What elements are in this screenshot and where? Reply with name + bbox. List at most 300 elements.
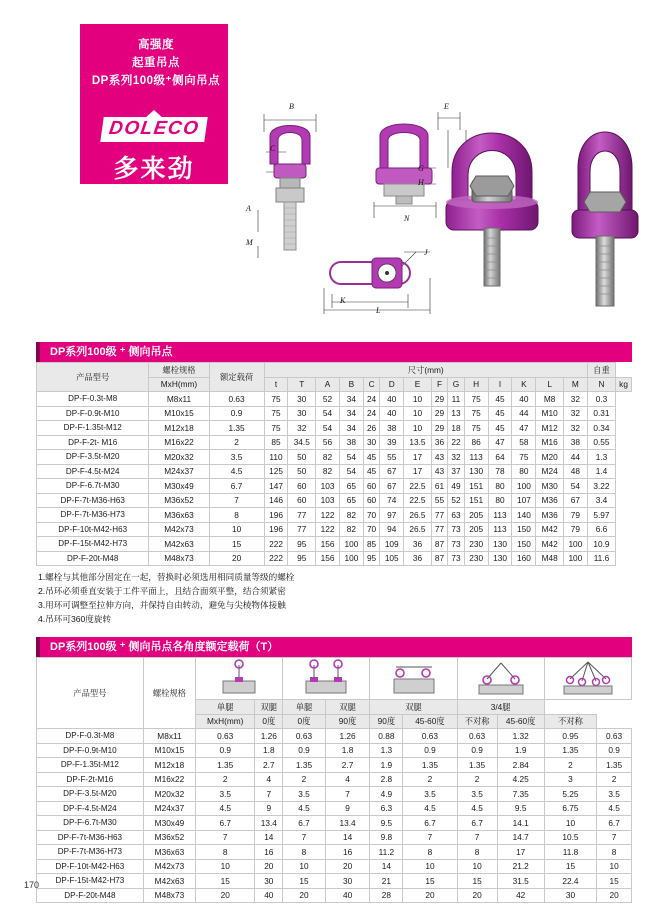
table-cell: 140 [512,508,536,523]
table-cell: 21 [370,874,403,889]
table-cell: 1.35 [283,758,325,773]
table-cell: 75 [264,392,288,407]
table-cell: 75 [464,392,488,407]
table-cell: 15 [457,874,497,889]
table-cell: 4.5 [597,801,632,816]
table-cell: 29 [431,392,447,407]
table-cell: M12x18 [149,421,209,436]
table-cell: M36x52 [149,493,209,508]
table-cell: 22.5 [404,493,432,508]
table-row [37,537,632,552]
table-cell: 29 [431,421,447,436]
table-cell: 13 [448,406,464,421]
table-cell: 58 [512,435,536,450]
table-cell: 9 [325,801,370,816]
table-cell: 222 [264,551,288,566]
table-cell: 20 [403,888,457,903]
table-row [37,743,632,758]
table-row [37,772,632,787]
table-cell: 32 [448,450,464,465]
table-cell: 75 [264,421,288,436]
table-cell: 1.35 [544,743,596,758]
load-angle-table [36,657,632,903]
table-cell: 26.5 [404,522,432,537]
table-icon-row [37,658,632,700]
sub2-45-60-b: 45-60度 [497,714,544,729]
table-cell: 1.8 [255,743,283,758]
table-cell: 151 [464,493,488,508]
dim-label-N: J [424,248,428,257]
table-row [37,450,632,465]
sub2-90deg-a: 90度 [325,714,370,729]
table-cell: 103 [316,493,340,508]
sub-A: A [316,377,340,392]
dim-label-G: G [418,164,424,173]
grp-double: 双腿 [370,700,457,715]
table-cell: 3.22 [587,479,615,494]
table-cell: 10 [209,522,264,537]
col2-model: 产品型号 [37,658,144,729]
table-cell: M10x15 [143,743,195,758]
table-row [37,801,632,816]
table-cell: 7 [283,830,325,845]
table-cell: 151 [464,479,488,494]
cell-model: DP-F-1.35t-M12 [37,421,149,436]
dim-label-A: A [246,204,251,213]
table-cell: 36 [431,435,447,450]
table-cell: 40 [512,392,536,407]
table-cell: 3.5 [597,787,632,802]
dim-label-K: L [376,306,381,315]
table-cell: 14.7 [497,830,544,845]
sub-K: K [512,377,536,392]
sub2-0deg-b: 0度 [283,714,325,729]
sub-E: E [404,377,432,392]
table-cell: 160 [512,551,536,566]
sub-G: G [448,377,464,392]
table-cell: 22 [448,435,464,450]
table-cell: 77 [288,522,316,537]
table-cell: 3.5 [283,787,325,802]
sub-F: F [431,377,447,392]
table-cell: 54 [339,464,363,479]
table-cell: 113 [488,508,512,523]
cell-model: DP-F-10t-M42-H63 [37,859,144,874]
table-cell: 70 [363,522,379,537]
table-cell: 0.9 [196,743,255,758]
table-cell: 205 [464,522,488,537]
table-cell: 146 [264,493,288,508]
table-cell: 100 [339,551,363,566]
table-cell: 0.9 [403,743,457,758]
table-cell: M42x73 [143,859,195,874]
table-cell: 2 [209,435,264,450]
table-cell: 60 [288,479,316,494]
table-cell: M8x11 [143,729,195,744]
table-cell: 110 [264,450,288,465]
sub-B: B [339,377,363,392]
table-cell: 45 [363,450,379,465]
page-title [86,36,226,90]
table-cell: 26 [363,421,379,436]
table-cell: 222 [264,537,288,552]
table-cell: M24 [536,464,564,479]
icon-four-leg [544,658,631,700]
table-row [37,888,632,903]
table-cell: 0.9 [457,743,497,758]
table-row [37,845,632,860]
table-cell: 24 [363,406,379,421]
table-cell: 6.3 [370,801,403,816]
sub-L: L [536,377,564,392]
table-row [37,816,632,831]
table-cell: 1.35 [457,758,497,773]
table-cell: 4.5 [403,801,457,816]
sub2-mxh: MxH(mm) [196,714,255,729]
table-cell: 5.97 [587,508,615,523]
table-cell: 43 [431,450,447,465]
table-cell: M36x52 [143,830,195,845]
table-cell: 0.31 [587,406,615,421]
table-cell: 2 [597,772,632,787]
table-cell: 196 [264,508,288,523]
table-cell: 97 [380,508,404,523]
table-cell: 5.25 [544,787,596,802]
table-cell: 20 [196,888,255,903]
sub2-asym-a: 不对称 [457,714,497,729]
table-cell: 40 [380,406,404,421]
table-row [37,787,632,802]
table-cell: 30 [288,406,316,421]
table-cell: 95 [288,551,316,566]
dim-label-D: N [404,214,410,223]
table-cell: 32 [563,421,587,436]
table-cell: 56 [316,435,340,450]
table-cell: M10x15 [149,406,209,421]
table-cell: 48 [563,464,587,479]
table-cell: 17 [497,845,544,860]
section-load-angles-title: DP系列100级 ⁺ 侧向吊点各角度额定载荷（T） [36,637,632,657]
table-cell: 147 [264,479,288,494]
table-cell: 0.95 [544,729,596,744]
cell-model: DP-F-3.5t-M20 [37,787,144,802]
table-cell: M16x22 [143,772,195,787]
table-cell: M36 [536,508,564,523]
table-row [37,874,632,889]
table-cell: 8 [196,845,255,860]
table-cell: 36 [404,537,432,552]
table-cell: 107 [512,493,536,508]
table-cell: 52 [316,392,340,407]
notes-list [38,570,294,626]
table-cell: M30x49 [143,816,195,831]
table-cell: 10 [404,421,432,436]
table-cell: M30x49 [149,479,209,494]
table-cell: 0.63 [457,729,497,744]
table-cell: 7 [255,787,283,802]
table-cell: 77 [431,522,447,537]
table-cell: 9.5 [370,816,403,831]
table-cell: 0.63 [283,729,325,744]
table-cell: 1.35 [597,758,632,773]
table-cell: 73 [448,551,464,566]
sub-D: D [380,377,404,392]
table-cell: 55 [380,450,404,465]
table-cell: 80 [488,493,512,508]
section-dimensions-title: DP系列100级 ⁺ 侧向吊点 [36,342,632,362]
table-row [37,729,632,744]
table-row [37,392,632,407]
table-cell: 1.4 [587,464,615,479]
drawing-side-view-left [246,106,356,266]
table-cell: 75 [264,406,288,421]
table-row [37,406,632,421]
table-cell: 16 [255,845,283,860]
table-cell: M48x73 [143,888,195,903]
section-dimensions [36,342,632,566]
table-cell: 80 [512,464,536,479]
table-cell: 14 [370,859,403,874]
table-cell: 15 [403,874,457,889]
table-cell: 95 [288,537,316,552]
table-cell: 4.5 [283,801,325,816]
col-wll: 额定载荷 [209,363,264,392]
table-cell: 47 [488,435,512,450]
table-cell: 94 [380,522,404,537]
cell-model: DP-F-3.5t-M20 [37,450,149,465]
table-cell: 10 [196,859,255,874]
sub-M: M [563,377,587,392]
table-cell: 40 [325,888,370,903]
table-cell: 8 [283,845,325,860]
table-cell: M36 [536,493,564,508]
table-cell: 6.75 [544,801,596,816]
table-cell: 30 [288,392,316,407]
table-cell: 38 [380,421,404,436]
table-cell: 10 [403,859,457,874]
note-4: 4.吊环可360度旋转 [38,614,112,624]
table-cell: 4 [255,772,283,787]
table-cell: M20x32 [149,450,209,465]
table-cell: 1.26 [325,729,370,744]
table-cell: 54 [316,421,340,436]
table-cell: 8 [597,845,632,860]
table-cell: 2 [544,758,596,773]
table-cell: 87 [431,537,447,552]
table-cell: 3.4 [587,493,615,508]
product-photo-front [432,106,552,306]
table-cell: 13.4 [255,816,283,831]
icon-double-leg-0deg [283,658,370,700]
table-cell: 130 [488,551,512,566]
table-cell: 47 [512,421,536,436]
table-cell: 34 [339,421,363,436]
note-3: 3.用环可调整至拉伸方向，并保持自由转动，避免与尖棱物体接触 [38,600,286,610]
table-cell: 1.35 [209,421,264,436]
table-cell: 7 [403,830,457,845]
table-cell: 40 [380,392,404,407]
table-cell: M12x18 [143,758,195,773]
table-cell: 15 [544,859,596,874]
table-cell: 4.5 [457,801,497,816]
table-cell: 30 [363,435,379,450]
cell-model: DP-F-6.7t-M30 [37,816,144,831]
cell-model: DP-F-20t-M48 [37,888,144,903]
table-cell: 156 [316,551,340,566]
table-cell: 205 [464,508,488,523]
table-cell: 4.5 [196,801,255,816]
table-cell: 113 [464,450,488,465]
page-number: 170 [24,880,40,890]
table-row [37,522,632,537]
table-cell: 75 [464,421,488,436]
sub-T: T [288,377,316,392]
cell-model: DP-F-7t-M36-H63 [37,493,149,508]
table-cell: 67 [380,464,404,479]
table-cell: 100 [563,551,587,566]
table-cell: 2.7 [325,758,370,773]
table-cell: 9.5 [497,801,544,816]
table-cell: 10 [404,392,432,407]
table-cell: 85 [264,435,288,450]
section-load-angles [36,637,632,903]
col-model: 产品型号 [37,363,149,392]
sub-mxh: MxH(mm) [149,377,209,392]
table-cell: 0.63 [403,729,457,744]
col-weight: 自重 [587,363,615,378]
table-cell: 10.9 [587,537,615,552]
table-cell: 52 [448,493,464,508]
table-row [37,464,632,479]
table-cell: 2.8 [370,772,403,787]
table-cell: 4.5 [209,464,264,479]
table-cell: 150 [512,537,536,552]
table-cell: 65 [339,479,363,494]
table-cell: M20x32 [143,787,195,802]
table-cell: 1.35 [403,758,457,773]
dim-label-I: K [340,296,346,305]
col-dimensions: 尺寸(mm) [264,363,587,378]
table-cell: 20 [457,888,497,903]
table-cell: 78 [488,464,512,479]
table-cell: 7 [196,830,255,845]
table-cell: 22.4 [544,874,596,889]
table-cell: 11.6 [587,551,615,566]
table-cell: 10 [283,859,325,874]
table-cell: 0.63 [196,729,255,744]
table-cell: 74 [380,493,404,508]
table-cell: 45 [363,464,379,479]
table-row [37,758,632,773]
table-cell: 40 [255,888,283,903]
table-cell: 30 [255,874,283,889]
table-cell: 20 [255,859,283,874]
table-cell: 45 [488,392,512,407]
table-cell: 70 [363,508,379,523]
table-cell: 0.88 [370,729,403,744]
table-cell: M10 [536,406,564,421]
table-cell: 130 [464,464,488,479]
table-cell: 7.35 [497,787,544,802]
cell-model: DP-F-0.3t-M8 [37,729,144,744]
table-cell: 31.5 [497,874,544,889]
table-cell: 80 [488,479,512,494]
cell-model: DP-F-7t-M36-H73 [37,508,149,523]
table-cell: 63 [448,508,464,523]
table-cell: 109 [380,537,404,552]
cell-model: DP-F-2t-M16 [37,772,144,787]
table-cell: 20 [283,888,325,903]
table-header-row-top [37,363,632,378]
table-cell: 65 [339,493,363,508]
grp-double-0: 双腿 [255,700,283,715]
table-cell: 82 [339,522,363,537]
table-cell: 54 [339,450,363,465]
cell-model: DP-F-4.5t-M24 [37,801,144,816]
table-cell: 82 [339,508,363,523]
table-cell: 2 [196,772,255,787]
table-cell: 6.7 [403,816,457,831]
table-cell: 156 [316,537,340,552]
table-cell: 9 [255,801,283,816]
table-cell: 2 [457,772,497,787]
table-cell: 15 [209,537,264,552]
note-1: 1.螺栓与其他部分固定在一起，替换时必须选用相同质量等级的螺栓 [38,572,295,582]
table-cell: 60 [288,493,316,508]
sub-kg: kg [616,377,632,392]
cell-model: DP-F-4.5t-M24 [37,464,149,479]
table-cell: 26.5 [404,508,432,523]
product-photo-side [562,104,648,314]
page-title-line-1: 高强度 [138,39,174,51]
brand-chinese-name: 多来劲 [113,155,195,183]
table-cell: 6.7 [283,816,325,831]
table-cell: 79 [563,522,587,537]
table-cell: 10 [544,816,596,831]
table-cell: 55 [431,493,447,508]
table-cell: M42x63 [143,874,195,889]
table-cell: M24x37 [149,464,209,479]
table-cell: 7 [457,830,497,845]
table-cell: 10.5 [544,830,596,845]
table-cell: 21.2 [497,859,544,874]
table-cell: 18 [448,421,464,436]
table-cell: 0.9 [283,743,325,758]
table-cell: 36 [404,551,432,566]
table-cell: M24x37 [143,801,195,816]
sub2-asym-b: 不对称 [544,714,596,729]
table-cell: 37 [448,464,464,479]
table-row [37,859,632,874]
table-cell: 1.26 [255,729,283,744]
table-cell: 9.8 [370,830,403,845]
sub2-0deg-a: 0度 [255,714,283,729]
cell-model: DP-F-20t-M48 [37,551,149,566]
table-cell: 3.5 [457,787,497,802]
table-cell: 11.2 [370,845,403,860]
table-cell: 38 [563,435,587,450]
col-bolt-spec: 螺栓规格 [149,363,209,378]
technical-drawing-area [236,96,656,320]
table-cell: 77 [288,508,316,523]
table-cell: M42 [536,537,564,552]
cell-model: DP-F-7t-M36-H73 [37,845,144,860]
table-cell: 100 [512,479,536,494]
sub-C: C [363,377,379,392]
table-cell: M8 [536,392,564,407]
table-cell: 38 [339,435,363,450]
table-row [37,435,632,450]
